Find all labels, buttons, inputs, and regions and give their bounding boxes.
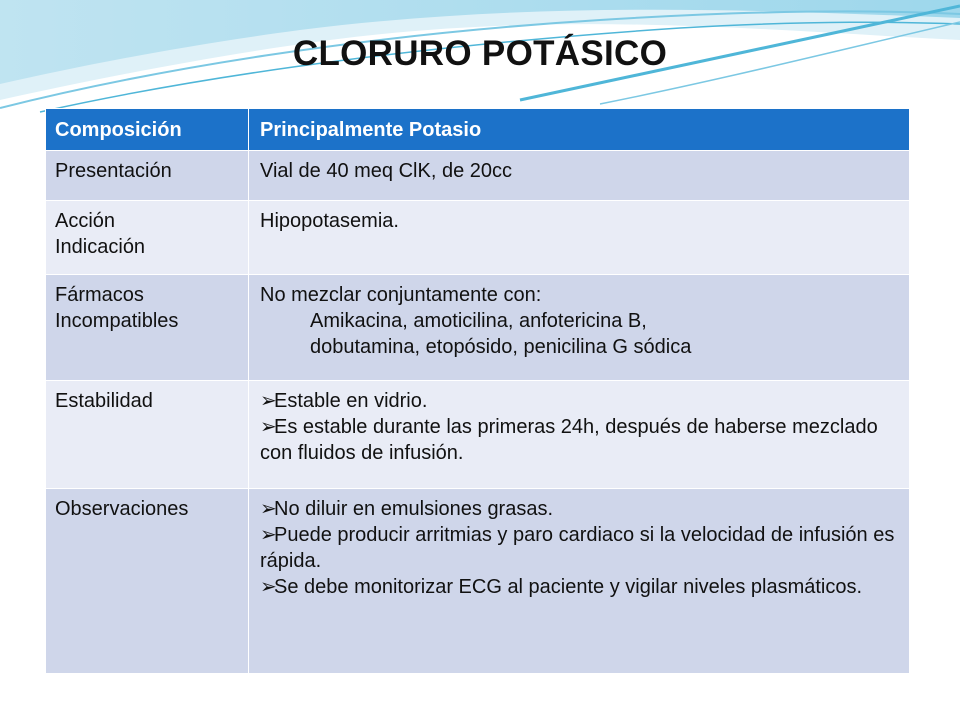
table-header-row (46, 109, 910, 151)
arrow-bullet-icon: ➢ (260, 524, 277, 546)
header-value-cell: Principalmente Potasio (249, 109, 910, 151)
table-row (46, 201, 910, 275)
bullet-item (260, 574, 899, 600)
row-key-farmacos (46, 275, 249, 381)
header-key-cell: Composición (46, 109, 249, 151)
arrow-bullet-icon: ➢ (260, 498, 277, 520)
key-line: Incompatibles (55, 310, 179, 332)
bullet-item (260, 388, 899, 414)
arrow-bullet-icon: ➢ (260, 416, 277, 438)
row-value-presentacion: Vial de 40 meq ClK, de 20cc (249, 151, 910, 201)
row-key-estabilidad: Estabilidad (46, 381, 249, 489)
key-line: Fármacos (55, 284, 144, 306)
farmacos-list-line: Amikacina, amoticilina, anfotericina B, (310, 310, 647, 332)
bullet-item (260, 414, 899, 466)
bullet-text: Se debe monitorizar ECG al paciente y vigilar niveles plasmáticos. (274, 576, 863, 598)
table-row (46, 151, 910, 201)
bullet-item (260, 496, 899, 522)
bullet-text: Estable en vidrio. (274, 390, 428, 412)
table-row (46, 489, 910, 674)
row-value-estabilidad (249, 381, 910, 489)
farmacos-intro: No mezclar conjuntamente con: (260, 284, 542, 306)
arrow-bullet-icon: ➢ (260, 576, 277, 598)
row-key-accion (46, 201, 249, 275)
bullet-item (260, 522, 899, 574)
key-line: Indicación (55, 236, 146, 258)
row-key-presentacion: Presentación (46, 151, 249, 201)
row-value-observaciones (249, 489, 910, 674)
arrow-bullet-icon: ➢ (260, 390, 277, 412)
bullet-text: Puede producir arritmias y paro cardiaco si la velocidad de infusión es rápida. (260, 524, 895, 572)
drug-info-table (45, 108, 910, 674)
farmacos-list-line: dobutamina, etopósido, penicilina G sódica (310, 336, 692, 358)
slide-title: CLORURO POTÁSICO (292, 34, 668, 73)
row-value-accion: Hipopotasemia. (249, 201, 910, 275)
bullet-text: Es estable durante las primeras 24h, después de haberse mezclado con fluidos de infusión. (260, 416, 878, 464)
row-value-farmacos (249, 275, 910, 381)
key-line: Acción (55, 210, 116, 232)
row-key-observaciones: Observaciones (46, 489, 249, 674)
bullet-text: No diluir en emulsiones grasas. (274, 498, 554, 520)
table-row (46, 381, 910, 489)
table-row (46, 275, 910, 381)
